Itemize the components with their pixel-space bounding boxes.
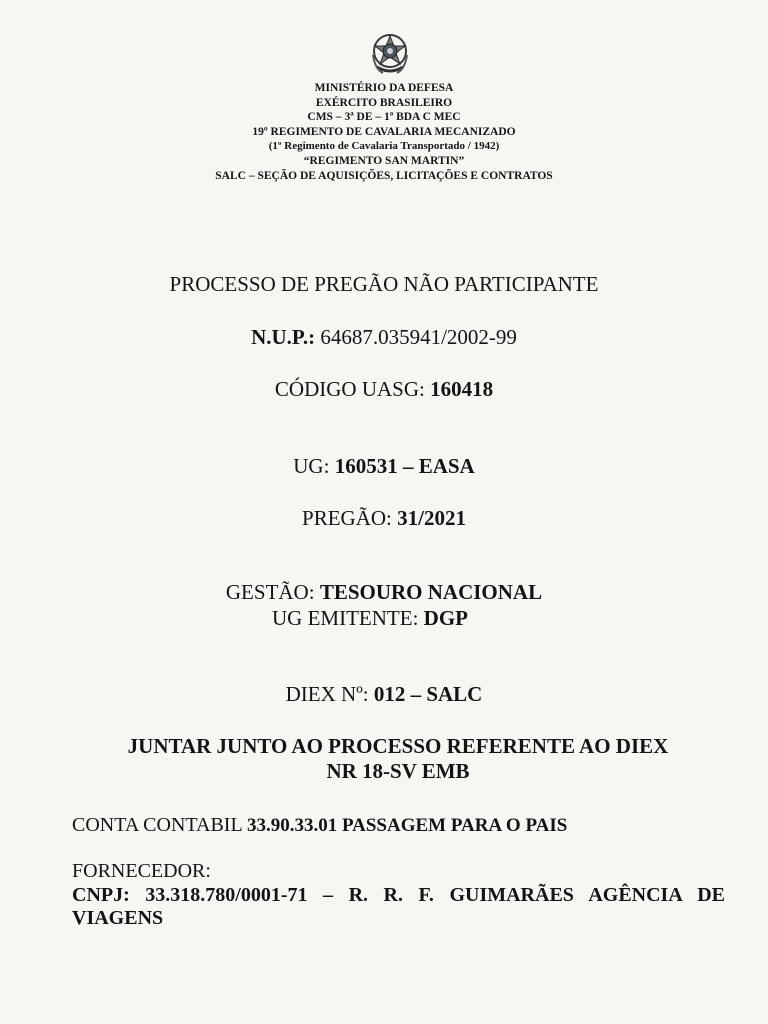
header-command: CMS – 3ª DE – 1ª BDA C MEC [307,111,461,124]
uasg-label: CÓDIGO UASG: [274,377,425,401]
nup-label: N.U.P.: [251,325,316,349]
ug-line [0,454,768,479]
process-title: PROCESSO DE PREGÃO NÃO PARTICIPANTE [169,272,599,296]
emitente-value: DGP [423,606,468,630]
header-section: SALC – SEÇÃO DE AQUISIÇÕES, LICITAÇÕES E CONTRATOS [215,169,553,182]
ug-label: UG: [293,454,330,478]
conta-value: 33.90.33.01 PASSAGEM PARA O PAIS [246,815,568,836]
gestao-value: TESOURO NACIONAL [319,580,543,604]
uasg-value: 160418 [430,377,494,401]
letterhead [0,81,768,183]
gestao-label: GESTÃO: [225,580,315,604]
nup-line [0,325,768,350]
diex-line [0,682,768,707]
header-regiment-nickname: “REGIMENTO SAN MARTIN” [303,154,465,167]
header-ministry: MINISTÉRIO DA DEFESA [314,82,454,94]
nup-value: 64687.035941/2002-99 [320,325,517,349]
instruction-line-1: JUNTAR JUNTO AO PROCESSO REFERENTE AO DIEX [127,734,669,758]
header-regiment: 19º REGIMENTO DE CAVALARIA MECANIZADO [252,125,516,138]
emitente-label: UG EMITENTE: [272,606,419,630]
pregao-value: 31/2021 [397,506,466,530]
instruction-line-2: NR 18-SV EMB [326,759,470,783]
brazil-coat-of-arms-seal [369,33,411,77]
cnpj-line: CNPJ: 33.318.780/0001-71 – R. R. F. GUIMARÃES AGÊNCIA DE [72,884,725,906]
diex-value: 012 – SALC [373,682,483,706]
instruction-block [0,734,768,784]
conta-label: CONTA CONTABIL [72,814,242,836]
cnpj-line-continuation: VIAGENS [72,907,164,929]
ug-value: 160531 – EASA [334,454,475,478]
gestao-line [0,580,768,605]
uasg-line [0,377,768,402]
pregao-line [0,506,768,531]
conta-line [72,814,567,837]
emitente-line [0,606,754,631]
header-regiment-history: (1º Regimento de Cavalaria Transportado / 1942) [268,140,500,153]
diex-label: DIEX Nº: [285,682,369,706]
fornecedor-label: FORNECEDOR: [72,860,211,882]
header-army: EXÉRCITO BRASILEIRO [315,96,453,109]
pregao-label: PREGÃO: [302,506,392,530]
